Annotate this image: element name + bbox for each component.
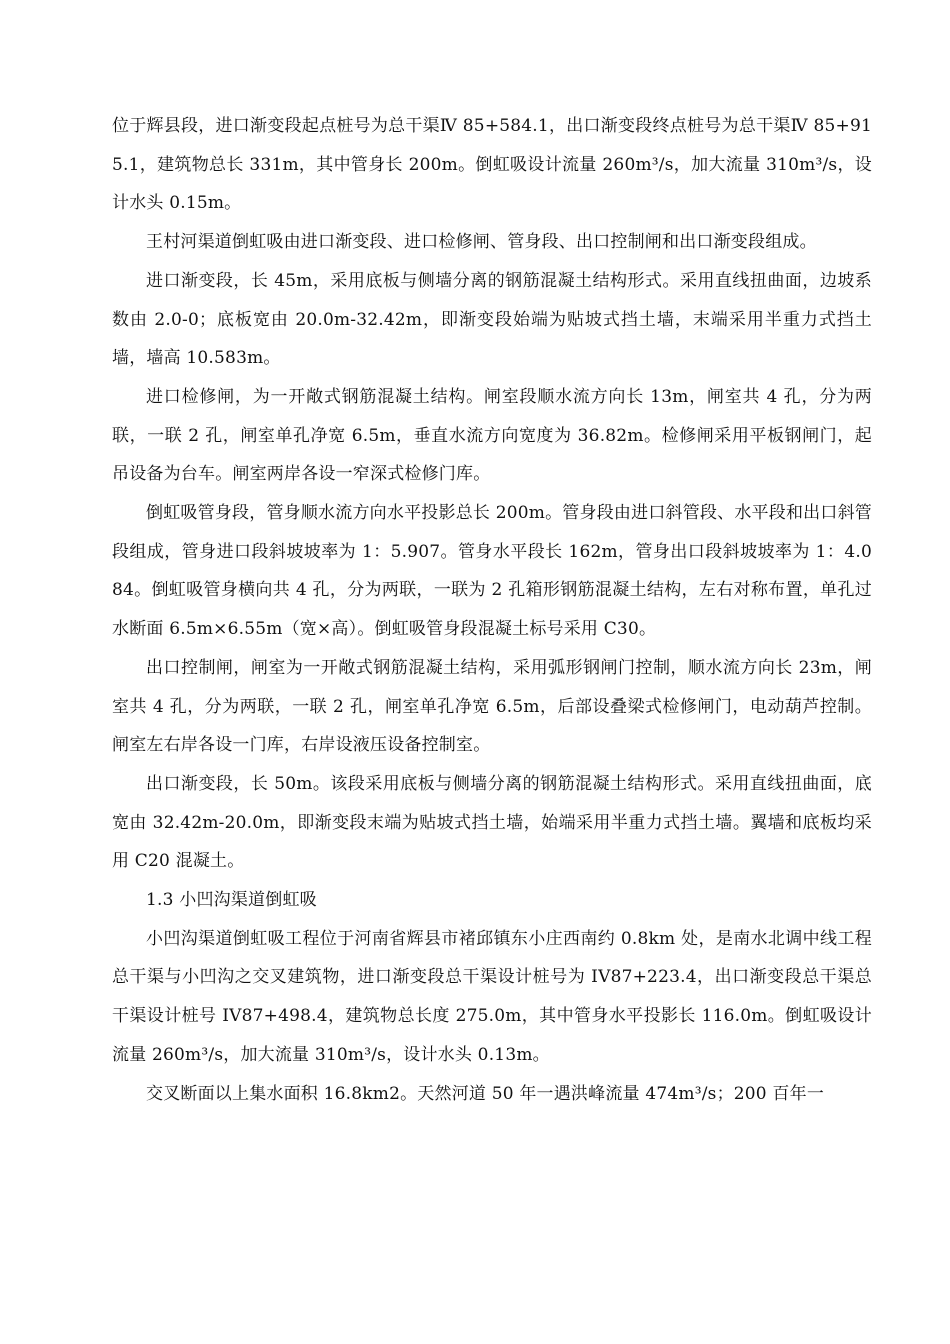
paragraph-5: 出口控制闸，闸室为一开敞式钢筋混凝土结构，采用弧形钢闸门控制，顺水流方向长 23m，闸室共 4 孔，分为两联，一联 2 孔，闸室单孔净宽 6.5m，后部设叠梁式检修闸门，电动葫芦控制。闸室左右岸各设一门库，右岸设液压设备控制室。 — [112, 657, 872, 756]
paragraph-9: 交叉断面以上集水面积 16.8km2。天然河道 50 年一遇洪峰流量 474m³/s；200 百年一 — [146, 1083, 825, 1104]
paragraph-6: 出口渐变段，长 50m。该段采用底板与侧墙分离的钢筋混凝土结构形式。采用直线扭曲面，底宽由 32.42m-20.0m，即渐变段末端为贴坡式挡土墙，始端采用半重力式挡土墙。翼墙和底板均采用 C20 混凝土。 — [112, 773, 872, 872]
paragraph-1: 王村河渠道倒虹吸由进口渐变段、进口检修闸、管身段、出口控制闸和出口渐变段组成。 — [146, 232, 817, 253]
paragraph-0: 位于辉县段，进口渐变段起点桩号为总干渠Ⅳ 85+584.1，出口渐变段终点桩号为总干渠Ⅳ 85+915.1，建筑物总长 331m，其中管身长 200m。倒虹吸设计流量 260m³/s，加大流量 310m³/s，设计水头 0.15m。 — [112, 116, 872, 214]
paragraph-8: 小凹沟渠道倒虹吸工程位于河南省辉县市褚邱镇东小庄西南约 0.8km 处，是南水北调中线工程总干渠与小凹沟之交叉建筑物，进口渐变段总干渠设计桩号为 IV87+223.4，出口渐变段总干渠总干渠设计桩号 IV87+498.4，建筑物总长度 275.0m，其中管身水平投影长 116.0m。倒虹吸设计流量 260m³/s，加大流量 310m³/s，设计水头 0.13m。 — [112, 928, 872, 1065]
document-page — [112, 107, 872, 1113]
paragraph-2: 进口渐变段，长 45m，采用底板与侧墙分离的钢筋混凝土结构形式。采用直线扭曲面，边坡系数由 2.0-0；底板宽由 20.0m-32.42m，即渐变段始端为贴坡式挡土墙，末端采用半重力式挡土墙，墙高 10.583m。 — [112, 270, 872, 369]
paragraph-3: 进口检修闸，为一开敞式钢筋混凝土结构。闸室段顺水流方向长 13m，闸室共 4 孔，分为两联，一联 2 孔，闸室单孔净宽 6.5m，垂直水流方向宽度为 36.82m。检修闸采用平板钢闸门，起吊设备为台车。闸室两岸各设一窄深式检修门库。 — [112, 386, 872, 485]
paragraph-4: 倒虹吸管身段，管身顺水流方向水平投影总长 200m。管身段由进口斜管段、水平段和出口斜管段组成，管身进口段斜坡坡率为 1：5.907。管身水平段长 162m，管身出口段斜坡坡率为 1：4.084。倒虹吸管身横向共 4 孔，分为两联，一联为 2 孔箱形钢筋混凝土结构，左右对称布置，单孔过水断面 6.5m×6.55m（宽×高）。倒虹吸管身段混凝土标号采用 C30。 — [112, 503, 873, 640]
section-heading: 1.3 小凹沟渠道倒虹吸 — [146, 890, 317, 911]
